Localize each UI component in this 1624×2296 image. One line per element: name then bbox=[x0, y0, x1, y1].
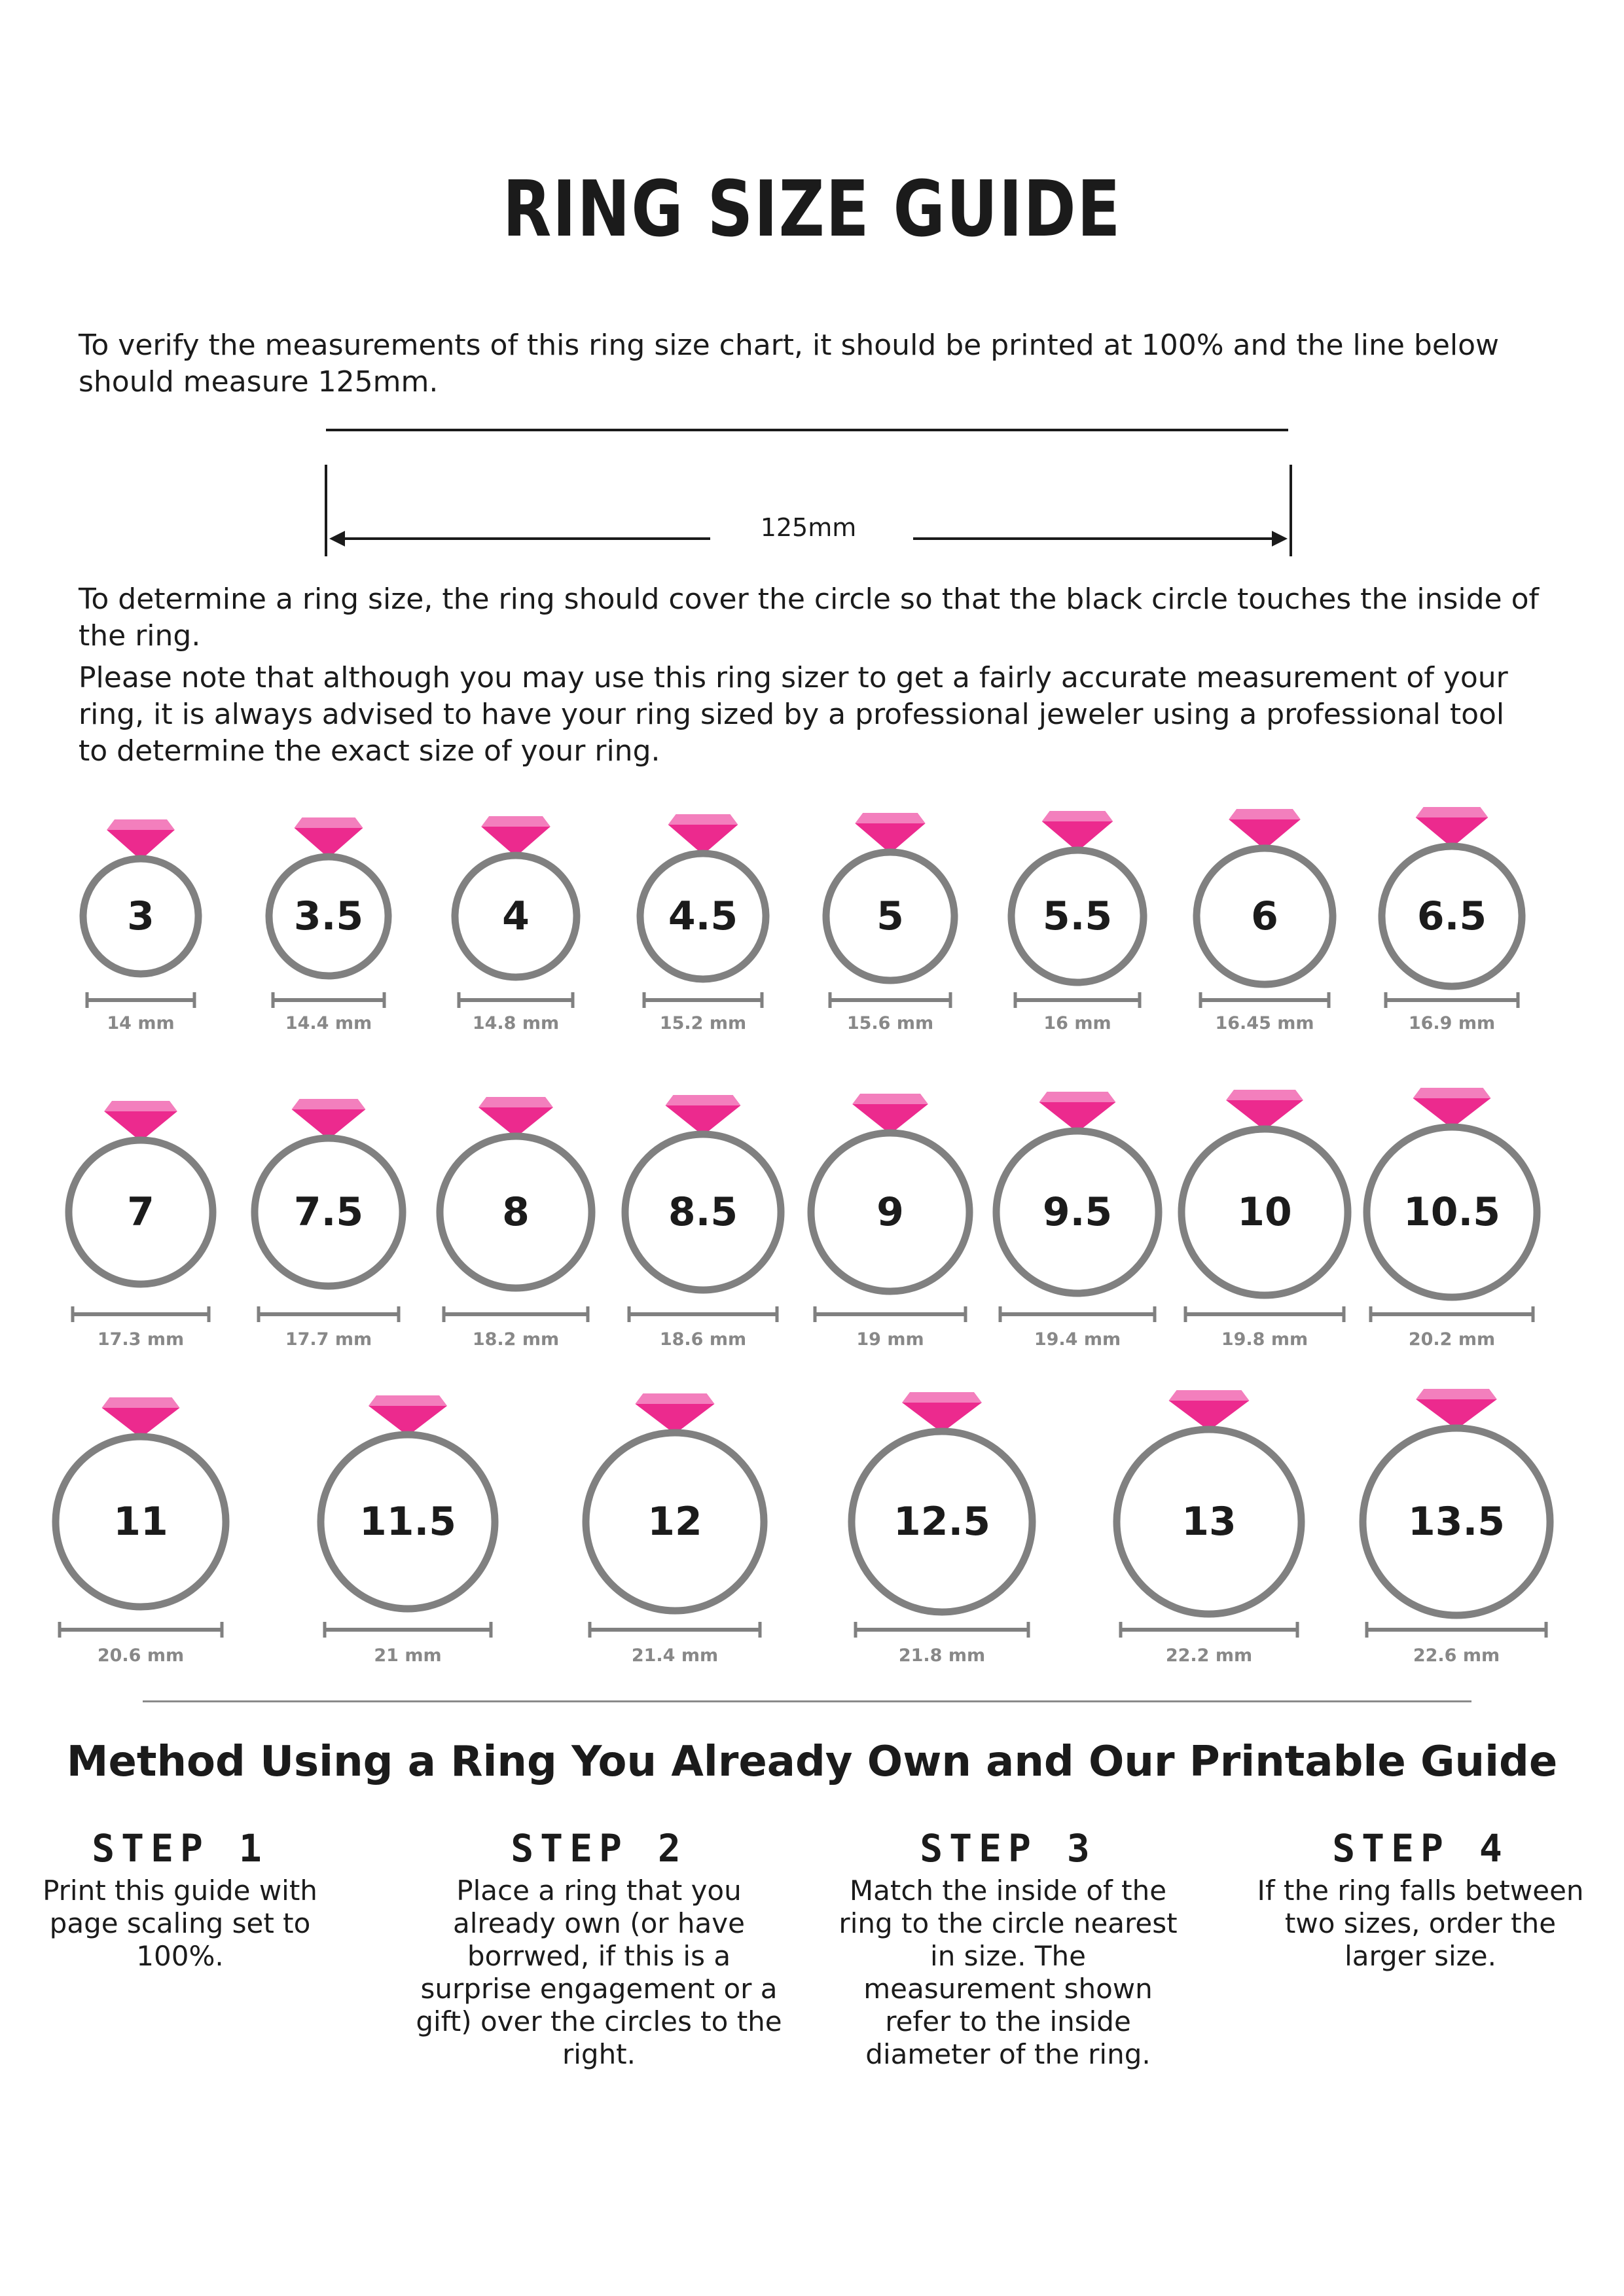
ring-sizer-13 bbox=[1117, 1390, 1301, 1666]
gem-highlight bbox=[102, 1397, 180, 1408]
diameter-label: 17.3 mm bbox=[97, 1329, 185, 1350]
diameter-label: 19 mm bbox=[856, 1329, 924, 1350]
ring-sizer-8-5 bbox=[625, 1095, 781, 1350]
step-2-title: STEP 2 bbox=[511, 1826, 687, 1871]
ring-size-label: 13 bbox=[1182, 1499, 1236, 1545]
gem-highlight bbox=[478, 1097, 553, 1107]
diameter-label: 16.9 mm bbox=[1408, 1013, 1496, 1033]
gem-highlight bbox=[369, 1395, 447, 1406]
gem-highlight bbox=[666, 1095, 741, 1105]
ring-size-label: 13.5 bbox=[1407, 1499, 1506, 1545]
diameter-label: 19.4 mm bbox=[1034, 1329, 1121, 1350]
intro-text: To verify the measurements of this ring size chart, it should be printed at 100% and the line below should measure 125mm. bbox=[79, 329, 1500, 399]
ring-sizer-5-5 bbox=[1011, 811, 1144, 1033]
step-1 bbox=[33, 1826, 327, 1973]
gem-highlight bbox=[1416, 1389, 1496, 1399]
diameter-label: 21.8 mm bbox=[898, 1645, 986, 1666]
ring-size-label: 3.5 bbox=[293, 893, 364, 939]
diameter-label: 17.7 mm bbox=[285, 1329, 372, 1350]
ring-size-label: 5 bbox=[876, 893, 904, 939]
gem-highlight bbox=[295, 817, 363, 828]
ring-sizer-3-5 bbox=[269, 817, 388, 1033]
ring-size-label: 10 bbox=[1237, 1189, 1292, 1235]
ring-size-label: 8 bbox=[502, 1189, 530, 1235]
gem-highlight bbox=[1169, 1390, 1250, 1401]
ring-size-label: 7 bbox=[127, 1189, 154, 1235]
gem-highlight bbox=[104, 1101, 177, 1111]
step-4-title: STEP 4 bbox=[1332, 1826, 1509, 1871]
ring-sizer-3 bbox=[83, 819, 198, 1033]
ring-sizer-6 bbox=[1197, 809, 1333, 1033]
ring-sizer-9 bbox=[811, 1094, 969, 1350]
ring-size-label: 4.5 bbox=[668, 893, 738, 939]
ring-size-label: 6.5 bbox=[1416, 893, 1487, 939]
diameter-label: 22.6 mm bbox=[1413, 1645, 1500, 1666]
step-1-title: STEP 1 bbox=[92, 1826, 268, 1871]
diameter-label: 18.6 mm bbox=[659, 1329, 747, 1350]
ring-size-label: 9 bbox=[876, 1189, 904, 1235]
step-3-title: STEP 3 bbox=[920, 1826, 1096, 1871]
ring-sizer-13-5 bbox=[1363, 1389, 1550, 1666]
section-divider bbox=[143, 1700, 1471, 1702]
ring-sizer-5 bbox=[826, 813, 954, 1033]
diameter-label: 20.6 mm bbox=[97, 1645, 185, 1666]
ring-sizer-4-5 bbox=[640, 814, 766, 1033]
ring-sizer-10 bbox=[1182, 1090, 1348, 1350]
method-title: Method Using a Ring You Already Own and Our Printable Guide bbox=[66, 1738, 1558, 1786]
ring-size-label: 11 bbox=[113, 1499, 168, 1545]
gem-highlight bbox=[1416, 807, 1489, 817]
gem-highlight bbox=[1229, 809, 1300, 819]
gem-highlight bbox=[852, 1094, 928, 1104]
ring-sizer-7 bbox=[69, 1101, 213, 1350]
ring-size-label: 11.5 bbox=[359, 1499, 457, 1545]
ring-size-label: 5.5 bbox=[1042, 893, 1113, 939]
ring-sizer-11 bbox=[56, 1397, 226, 1666]
gem-highlight bbox=[1039, 1092, 1116, 1102]
step-4-text: If the ring falls between two sizes, order the larger size. bbox=[1257, 1874, 1584, 1972]
ring-sizer-8 bbox=[440, 1097, 592, 1350]
instruction-cover-circle: To determine a ring size, the ring should cover the circle so that the black circle touches the inside of the ring. bbox=[79, 583, 1540, 653]
diameter-label: 16 mm bbox=[1043, 1013, 1111, 1033]
diameter-label: 20.2 mm bbox=[1408, 1329, 1496, 1350]
gem-highlight bbox=[107, 819, 175, 830]
gem-highlight bbox=[292, 1099, 366, 1109]
ring-sizer-12-5 bbox=[852, 1392, 1032, 1666]
ring-sizer-7-5 bbox=[255, 1099, 403, 1350]
diameter-label: 15.6 mm bbox=[846, 1013, 934, 1033]
gem-highlight bbox=[855, 813, 925, 823]
gem-highlight bbox=[636, 1393, 715, 1404]
ring-size-label: 3 bbox=[127, 893, 154, 939]
diameter-label: 15.2 mm bbox=[659, 1013, 747, 1033]
step-3-text: Match the inside of the ring to the circle nearest in size. The measurement shown refer to the inside diameter of the ring. bbox=[839, 1874, 1178, 2070]
ring-size-label: 4 bbox=[502, 893, 530, 939]
diameter-label: 16.45 mm bbox=[1215, 1013, 1314, 1033]
gem-highlight bbox=[902, 1392, 982, 1403]
ring-size-label: 6 bbox=[1251, 893, 1278, 939]
step-2-text: Place a ring that you already own (or have borrwed, if this is a surprise engagement or a gift) over the circles to the right. bbox=[416, 1874, 782, 2070]
gem-highlight bbox=[1226, 1090, 1303, 1100]
ring-sizer-6-5 bbox=[1382, 807, 1522, 1033]
measurement-label: 125mm bbox=[760, 513, 857, 542]
ring-size-label: 7.5 bbox=[293, 1189, 364, 1235]
diameter-label: 22.2 mm bbox=[1165, 1645, 1253, 1666]
gem-highlight bbox=[1042, 811, 1113, 821]
page-title: RING SIZE GUIDE bbox=[502, 164, 1122, 254]
step-4 bbox=[1257, 1826, 1584, 1973]
step-1-text: Print this guide with page scaling set to 100%. bbox=[43, 1874, 317, 1972]
diameter-label: 14.4 mm bbox=[285, 1013, 372, 1033]
ring-sizer-9-5 bbox=[996, 1092, 1159, 1350]
ring-sizer-12 bbox=[586, 1393, 764, 1666]
ring-size-label: 9.5 bbox=[1042, 1189, 1113, 1235]
step-3 bbox=[831, 1826, 1185, 2071]
step-2 bbox=[412, 1826, 785, 2071]
gem-highlight bbox=[481, 816, 550, 827]
diameter-label: 19.8 mm bbox=[1221, 1329, 1308, 1350]
ring-size-label: 10.5 bbox=[1403, 1189, 1501, 1235]
instruction-professional-note: Please note that although you may use this ring sizer to get a fairly accurate measurement of your ring, it is always advised to have your ring sized by a professional jeweler using a professional tool to determine the exact size of your ring. bbox=[79, 661, 1508, 768]
ring-size-label: 8.5 bbox=[668, 1189, 738, 1235]
diameter-label: 21.4 mm bbox=[631, 1645, 719, 1666]
ring-sizer-4 bbox=[455, 816, 577, 1033]
gem-highlight bbox=[668, 814, 738, 825]
diameter-label: 18.2 mm bbox=[472, 1329, 560, 1350]
diameter-label: 14 mm bbox=[107, 1013, 175, 1033]
ring-sizer-10-5 bbox=[1367, 1088, 1537, 1350]
ring-sizer-11-5 bbox=[321, 1395, 495, 1666]
diameter-label: 14.8 mm bbox=[472, 1013, 560, 1033]
diameter-label: 21 mm bbox=[374, 1645, 442, 1666]
ring-size-label: 12.5 bbox=[893, 1499, 991, 1545]
ring-size-label: 12 bbox=[647, 1499, 702, 1545]
gem-highlight bbox=[1413, 1088, 1491, 1098]
